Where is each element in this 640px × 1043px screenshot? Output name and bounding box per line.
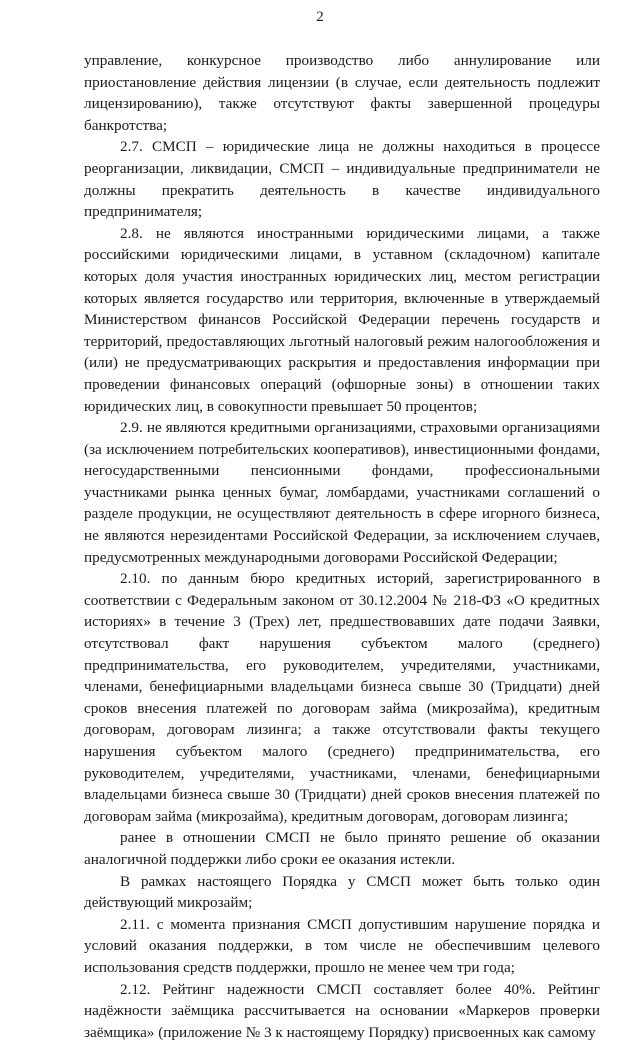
paragraph-2-7: 2.7. СМСП – юридические лица не должны находиться в процессе реорганизации, ликвидации, СМСП – индивидуальные предприниматели не должны прекратить деятельность в качестве индивидуального предпринимателя; — [84, 138, 600, 221]
document-body — [84, 50, 600, 1043]
paragraph-2-10: 2.10. по данным бюро кредитных историй, зарегистрированного в соответствии с Федеральным законом от 30.12.2004 № 218-ФЗ «О кредитных историях» в течение 3 (Трех) лет, предшествовавших дате подачи Заявки, отсутствовал факт нарушения субъектом малого (среднего) предпринимательства, его руководителем, учредителями, участниками, членами, бенефициарными владельцами бизнеса свыше 30 (Тридцати) дней сроков внесения платежей по договорам займа (микрозайма), кредитным договорам, договорам лизинга; а также отсутствовали факты текущего нарушения субъектом малого (среднего) предпринимательства, его руководителем, учредителями, участниками, членами, бенефициарными владельцами бизнеса свыше 30 (Тридцати) дней сроков внесения платежей по договорам займа (микрозайма), кредитным договорам, договорам лизинга; — [84, 570, 600, 825]
paragraph-2-12: 2.12. Рейтинг надежности СМСП составляет более 40%. Рейтинг надёжности заёмщика рассчитывается на основании «Маркеров проверки заёмщика» (приложение № 3 к настоящему Порядку) присвоенных как самому — [84, 980, 600, 1041]
page-number: 2 — [316, 9, 324, 25]
paragraph-prior-support: ранее в отношении СМСП не было принято решение об оказании аналогичной поддержки либо сроки ее оказания истекли. — [84, 829, 600, 868]
paragraph-bankruptcy: управление, конкурсное производство либо аннулирование или приостановление действия лицензии (в случае, если деятельность подлежит лицензированию), также отсутствуют факты завершенной процедуры банкротства; — [84, 52, 600, 134]
paragraph-2-8: 2.8. не являются иностранными юридическими лицами, а также российскими юридическими лицами, в уставном (складочном) капитале которых доля участия иностранных юридических лиц, местом регистрации которых является государство или территория, включенные в утверждаемый Министерством финансов Российской Федерации перечень государств и территорий, предоставляющих льготный налоговый режим налогообложения и (или) не предусматривающих раскрытия и предоставления информации при проведении финансовых операций (офшорные зоны) в отношении таких юридических лиц, в совокупности превышает 50 процентов; — [84, 224, 600, 415]
paragraph-2-11: 2.11. с момента признания СМСП допустившим нарушение порядка и условий оказания поддержки, в том числе не обеспечившим целевого использования средств поддержки, прошло не менее чем три года; — [84, 915, 600, 976]
paragraph-single-microloan: В рамках настоящего Порядка у СМСП может быть только один действующий микрозайм; — [84, 872, 600, 912]
paragraph-2-9: 2.9. не являются кредитными организациями, страховыми организациями (за исключением потребительских кооперативов), инвестиционными фондами, негосударственными пенсионными фондами, профессиональными участниками рынка ценных бумаг, ломбардами, участниками соглашений о разделе продукции, не осуществляют деятельность в сфере игорного бизнеса, не являются нерезидентами Российской Федерации, за исключением случаев, предусмотренных международными договорами Российской Федерации; — [84, 419, 600, 566]
